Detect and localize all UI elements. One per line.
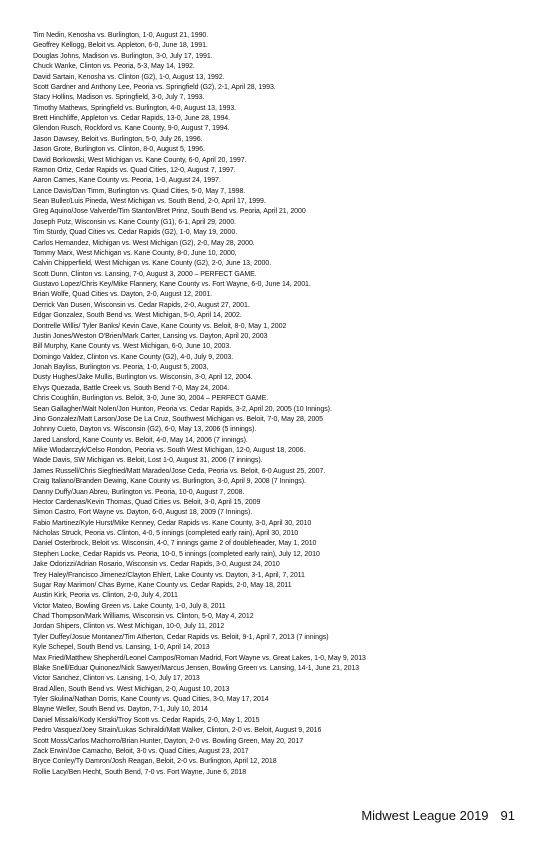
list-item: Rollie Lacy/Ben Hecht, South Bend, 7-0 vs. Fort Wayne, June 6, 2018	[33, 768, 247, 776]
list-item: Stacy Hollins, Madison vs. Springfield, 3-0, July 7, 1993.	[33, 94, 205, 102]
list-item: Jake Odorizzi/Adrian Rosario, Wisconsin vs. Cedar Rapids, 3-0, August 24, 2010	[33, 561, 280, 569]
list-item: Nicholas Struck, Peoria vs. Clinton, 4-0, 5 innings (completed early rain), April 30, 2010	[33, 530, 299, 537]
list-item: Dontrelle Willis/ Tyler Banks/ Kevin Cave, Kane County vs. Beloit, 8-0, May 1, 2002	[33, 322, 287, 330]
list-item: Glendon Rusch, Rockford vs. Kane County, 9-0, August 7, 1994.	[33, 125, 230, 133]
list-item: Brett Hinchliffe, Appleton vs. Cedar Rapids, 13-0, June 28, 1994.	[33, 115, 231, 122]
list-item: Danny Duffy/Juan Abreu, Burlington vs. Peoria, 10-0, August 7, 2008.	[33, 488, 245, 496]
list-item: Simon Castro, Fort Wayne vs. Dayton, 6-0, August 18, 2009 (7 Innings).	[33, 509, 253, 517]
list-item: Kyle Schepel, South Bend vs. Lansing, 1-0, April 14, 2013	[33, 644, 210, 652]
list-item: Sugar Ray Marimon/ Chas Byrne, Kane County vs. Cedar Rapids, 2-0, May 18, 2011	[33, 581, 292, 589]
list-item: Bryce Conley/Ty Damron/Josh Reagan, Beloit, 2-0 vs. Burlington, April 12, 2018	[33, 758, 277, 766]
list-item: Tyler Duffey/Josue Montanez/Tim Atherton, Cedar Rapids vs. Beloit, 9-1, April 7, 2013 (7 innings)	[33, 633, 329, 641]
list-item: Lance Davis/Dan Timm, Burlington vs. Quad Cities, 5-0, May 7, 1998.	[33, 187, 246, 195]
list-item: Daniel Missaki/Kody Kerski/Troy Scott vs. Cedar Rapids, 2-0, May 1, 2015	[33, 716, 260, 724]
list-item: Ramon Ortiz, Cedar Rapids vs. Quad Cities, 12-0, August 7, 1997.	[33, 166, 236, 174]
list-item: Justin Jones/Weston O'Brien/Mark Carter, Lansing vs. Dayton, April 20, 2003	[33, 332, 268, 340]
list-item: Calvin Chipperfield, West Michigan vs. Kane County (G2), 2-0, June 13, 2000.	[33, 260, 272, 268]
list-item: Johnny Cueto, Dayton vs. Wisconsin (G2), 6-0, May 13, 2006 (5 innings).	[33, 426, 257, 434]
list-item: Tyler Skulina/Nathan Dorris, Kane County vs. Quad Cities, 3-0, May 17, 2014	[33, 696, 269, 703]
list-item: Chuck Wanke, Clinton vs. Peoria, 5-3, May 14, 1992.	[33, 63, 195, 71]
list-item: Mike Wlodarczyk/Celso Rondon, Peoria vs. South West Michigan, 12-0, August 18, 2006.	[33, 447, 306, 454]
list-item: Daniel Osterbrock, Beloit vs. Wisconsin, 4-0, 7 innings game 2 of doubleheader, May 1, 2010	[33, 540, 317, 548]
list-item: Jason Dawsey, Beloit vs. Burlington, 5-0, July 26, 1996.	[33, 135, 203, 143]
page-number: 91	[500, 808, 515, 823]
list-item: Tommy Marx, West Michigan vs. Kane County, 8-0, June 10, 2000,	[33, 249, 237, 257]
list-item: Fabio Martinez/Kyle Hurst/Mike Kenney, Cedar Rapids vs. Kane County, 3-0, April 30, 2010	[33, 519, 312, 527]
list-item: Austin Kirk, Peoria vs. Clinton, 2-0, July 4, 2011	[33, 592, 178, 600]
list-item: Edgar Gonzalez, South Bend vs. West Michigan, 5-0, April 14, 2002.	[33, 312, 242, 320]
list-item: Brad Allen, South Bend vs. West Michigan, 2-0, August 10, 2013	[33, 685, 230, 693]
list-item: Douglas Johns, Madison vs. Burlington, 3-0, July 17, 1991.	[33, 52, 213, 60]
list-item: Victor Mateo, Bowling Green vs. Lake County, 1-0, July 8, 2011	[33, 602, 226, 610]
list-item: Greg Aquino/Jose Valverde/Tim Stanton/Bret Prinz, South Bend vs. Peoria, April 21, 2000	[33, 208, 306, 216]
list-item: David Borkowski, West Michigan vs. Kane County, 6-0, April 20, 1997.	[33, 156, 247, 164]
no-hitter-list	[33, 31, 538, 778]
list-item: Chris Coughlin, Burlington vs. Beloit, 3-0, June 30, 2004 – PERFECT GAME.	[33, 395, 269, 403]
publication-title: Midwest League 2019	[361, 808, 489, 823]
list-item: Jino Gonzalez/Matt Larson/Jose De La Cruz, Southwest Michigan vs. Beloit, 7-0, May 28, 2005	[33, 415, 323, 423]
list-item: Blayne Weller, South Bend vs. Dayton, 7-1, July 10, 2014	[33, 706, 208, 714]
list-item: Sean Buller/Luis Pineda, West Michigan vs. South Bend, 2-0, April 17, 1999.	[33, 198, 266, 205]
list-item: Sean Gallagher/Walt Nolen/Jon Hunton, Peoria vs. Cedar Rapids, 3-2, April 20, 2005 (10 Innings).	[33, 405, 332, 413]
list-item: Pedro Vasquez/Joey Strain/Lukas Schiraldi/Matt Walker, Clinton, 2-0 vs. Beloit, August 9, 2016	[33, 727, 322, 735]
list-item: Tim Sturdy, Quad Cities vs. Cedar Rapids (G2), 1-0, May 19, 2000.	[33, 229, 238, 237]
list-item: James Russell/Chris Siegfried/Matt Maradeo/Jose Ceda, Peoria vs. Beloit, 6-0 August 25, 2007.	[33, 467, 326, 475]
list-item: Stephen Locke, Cedar Rapids vs. Peoria, 10-0, 5 innings (completed early rain), July 12, 2010	[33, 550, 320, 558]
list-item: David Sartain, Kenosha vs. Clinton (G2), 1-0, August 13, 1992.	[33, 73, 225, 81]
list-item: Jordan Shipers, Clinton vs. West Michigan, 10-0, July 11, 2012	[33, 623, 225, 631]
list-item: Scott Dunn, Clinton vs. Lansing, 7-0, August 3, 2000 – PERFECT GAME.	[33, 270, 257, 278]
page-footer	[361, 808, 515, 824]
list-item: Chad Thompson/Mark Williams, Wisconsin vs. Clinton, 5-0, May 4, 2012	[33, 613, 254, 620]
list-item: Scott Gardner and Anthony Lee, Peoria vs. Springfield (G2), 2-1, April 28, 1993.	[33, 83, 276, 91]
list-item: Trey Haley/Francisco Jimenez/Clayton Ehlert, Lake County vs. Dayton, 3-1, April, 7, 2011	[33, 571, 305, 579]
list-item: Geoffrey Kellogg, Beloit vs. Appleton, 6-0, June 18, 1991.	[33, 42, 208, 50]
list-item: Max Fried/Matthew Shepherd/Leonel Campos/Roman Madrid, Fort Wayne vs. Great Lakes, 1-0, May 9, 2013	[33, 654, 366, 662]
list-item: Derrick Van Dusen, Wisconsin vs. Cedar Rapids, 2-0, August 27, 2001.	[33, 301, 250, 309]
list-item: Craig Italiano/Branden Dewing, Kane County vs. Burlington, 3-0, April 9, 2008 (7 Innings).	[33, 478, 306, 486]
list-item: Wade Davis, SW Michigan vs. Beloit, Lost 1-0, August 31, 2006 (7 innings).	[33, 457, 263, 465]
list-item: Hector Cardenas/Kevin Thomas, Quad Cities vs. Beloit, 3-0, April 15, 2009	[33, 498, 261, 506]
list-item: Jason Grote, Burlington vs. Clinton, 8-0, August 5, 1996.	[33, 146, 205, 154]
list-item: Aaron Cames, Kane County vs. Peoria, 1-0, August 24, 1997.	[33, 177, 221, 185]
list-item: Zack Erwin/Joe Camacho, Beloit, 3-0 vs. Quad Cities, August 23, 2017	[33, 747, 249, 755]
list-item: Scott Moss/Carlos Machorro/Brian Hunter, Dayton, 2-0 vs. Bowling Green, May 20, 2017	[33, 737, 304, 745]
list-item: Victor Sanchez, Clinton vs. Lansing, 1-0, July 17, 2013	[33, 675, 200, 683]
list-item: Bill Murphy, Kane County vs. West Michigan, 6-0, June 10, 2003.	[33, 343, 232, 351]
list-item: Elvys Quezada, Battle Creek vs. South Bend 7-0, May 24, 2004.	[33, 384, 230, 392]
list-item: Jared Lansford, Kane County vs. Beloit, 4-0, May 14, 2006 (7 innings).	[33, 436, 248, 444]
list-item: Timothy Mathews, Springfield vs. Burlington, 4-0, August 13, 1993.	[33, 104, 237, 112]
list-item: Gustavo Lopez/Chris Key/Mike Flannery, Kane County vs. Fort Wayne, 6-0, June 14, 2001.	[33, 281, 311, 288]
list-item: Brian Wolfe, Quad Cities vs. Dayton, 2-0, August 12, 2001.	[33, 291, 213, 299]
list-item: Blake Snell/Eduar Quinonez/Nick Sawyer/Marcus Jensen, Bowling Green vs. Lansing, 14-1, June 21, 2013	[33, 664, 360, 672]
list-item: Joseph Putz, Wisconsin vs. Kane County (G1), 6-1, April 29, 2000.	[33, 218, 236, 226]
list-item: Carlos Hernandez, Michigan vs. West Michigan (G2), 2-0, May 28, 2000.	[33, 239, 255, 247]
list-item: Tim Nedin, Kenosha vs. Burlington, 1-0, August 21, 1990.	[33, 32, 209, 39]
list-item: Dusty Hughes/Jake Mullis, Burlington vs. Wisconsin, 3-0, April 12, 2004.	[33, 374, 253, 382]
list-item: Jonah Bayliss, Burlington vs. Peoria, 1-0, August 5, 2003,	[33, 364, 209, 371]
list-item: Domingo Valdez, Clinton vs. Kane County (G2), 4-0, July 9, 2003.	[33, 353, 234, 361]
